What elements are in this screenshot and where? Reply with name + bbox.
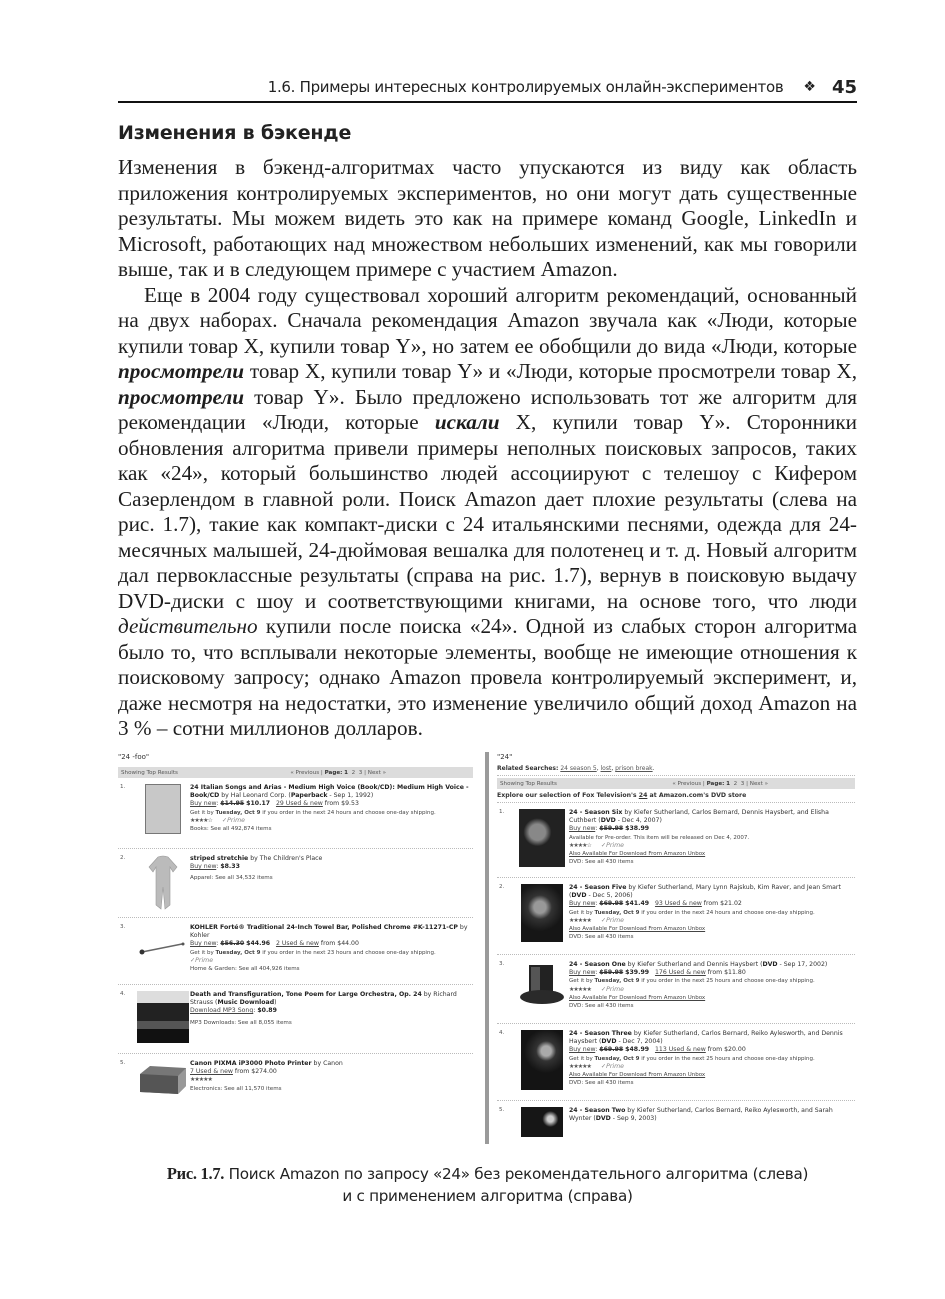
result-number: 2. [120,855,126,861]
used-from: from $21.02 [701,900,742,908]
used-from: from $20.00 [705,1046,746,1054]
result-number: 4. [120,991,126,997]
shipping-text: if you order in the next 23 hours and choose one-day shipping. [260,949,436,956]
page-3-link[interactable]: 3 [740,780,745,787]
next-link[interactable]: Next » [367,769,386,776]
buy-new-link[interactable]: Buy new [569,825,596,833]
results-bar [497,778,855,789]
used-new-link[interactable]: 2 Used & new [275,940,319,948]
shipping-date: Tuesday, Oct 9 [594,978,640,985]
shipping-text: if you order in the next 25 hours and choose one-day shipping. [639,978,815,985]
category-link[interactable]: MP3 Downloads: See all 8,055 items [190,1019,292,1026]
price: $38.99 [625,825,650,833]
buy-new-link[interactable]: Buy new [569,1046,596,1054]
related-link[interactable]: prison break [615,765,653,772]
paragraph-2 [118,283,857,742]
result-date: - Sep 17, 2002) [777,961,828,968]
result-format: DVD [601,1038,617,1046]
page-3-link[interactable]: 3 [358,769,363,776]
dvd-boxset-thumbnail[interactable] [515,961,569,1019]
result-date: - Dec 5, 2006) [586,892,633,900]
result-title-link[interactable]: 24 - Season Two [569,1107,626,1114]
figure-caption [118,1163,857,1207]
prev-link[interactable]: « Previous [672,780,702,787]
prime-badge-icon: ✓Prime [221,816,245,824]
used-new-link[interactable]: 7 Used & new [190,1068,233,1076]
text-run: купили после поиска «24». Одной из слабых сторон алгоритма было то, что всплывали некоторые элементы, вообще не имеющие отношения к поисковому запросу; однако Amazon провела контролируемый эксперимент, и, даже несмотря на недостатки, это изменение увеличило общий доход Amazon на 3 % – сотни миллионов долларов. [118,614,857,740]
category-link[interactable]: Apparel: See all 34,532 items [190,875,273,882]
caption-label: Рис. 1.7. [166,1164,225,1183]
used-new-link[interactable]: 113 Used & new [654,1046,706,1054]
list-price: $14.95 [220,800,245,808]
shipping-date: Tuesday, Oct 9 [215,809,261,816]
shipping-text: if you order in the next 25 hours and choose one-day shipping. [639,1055,815,1062]
used-from: from $44.00 [318,940,359,948]
star-rating-icon[interactable]: ★★★★★ [190,1076,212,1084]
result-date: - Sep 1, 1992) [327,792,374,800]
next-link[interactable]: Next » [749,780,768,787]
prime-badge-icon: ✓Prime [600,841,624,849]
result-item: 4. 24 - Season Three by Kiefer Sutherland, Carlos Bernard, Reiko Aylesworth, and Dennis Haysbert (DVD - Dec 7, 2004) Buy new: $69.98 $48.99 113 Used & new from $20.00 Get it by Tuesday, Oct 9 if you order in the next 25 hours and choose one-day shipping. ★★★★★ ✓Prime Also Available For Download From Amazon Unbox DVD: See all 430 items [497,1024,855,1101]
buy-new-link[interactable]: Buy new [190,863,217,871]
section-title: Изменения в бэкенде [118,122,352,144]
pager: « Previous | Page: 1 2 3 | Next » [672,780,768,787]
result-number: 4. [499,1030,505,1036]
body-text [118,155,857,742]
result-author: by Canon [311,1060,343,1067]
result-number: 1. [499,809,505,815]
emphasis-actually: действительно [118,614,258,638]
shipping-text: if you order in the next 24 hours and choose one-day shipping. [260,809,436,816]
text-run: Еще в 2004 году существовал хороший алгоритм рекомендаций, основанный на двух наборах. Сначала рекомендация Amazon звучала как «Люди, которые купили товар X, купили товар Y», но затем ее обобщили до вида «Люди, которые [118,282,857,358]
emphasis-viewed: просмотрели [118,359,245,383]
book-cover-thumbnail[interactable] [136,784,190,844]
results-bar [118,767,473,778]
result-item [118,1054,473,1112]
price: $10.17 [246,800,271,808]
category-link[interactable]: Home & Garden: See all 404,926 items [190,966,300,973]
paragraph-1: Изменения в бэкенд-алгоритмах часто упускаются из виду как область приложения контролируемых экспериментов, но они могут дать существенные результаты. Мы можем видеть это как на примере команд Google, LinkedIn и Microsoft, работающих над множеством небольших изменений, как мы говорили выше, так и в следующем примере с участием Amazon. [118,155,857,281]
shipping-text: Get it by [569,978,595,985]
result-number: 5. [499,1107,505,1113]
star-rating-icon[interactable]: ★★★★★ [569,985,591,993]
price: $41.49 [625,900,650,908]
result-author: by Hal Leonard Corp. ( [219,792,291,800]
result-number: 2. [499,884,505,890]
explore-24-link[interactable]: 24 [638,792,648,799]
result-date: - Dec 4, 2007) [615,817,662,825]
ornament-icon: ❖ [803,79,816,95]
result-format: Paperback [290,792,328,800]
page-1-link[interactable]: 1 [344,769,349,776]
used-new-link[interactable]: 176 Used & new [654,969,706,977]
search-query: "24 -foo" [118,753,150,761]
album-cover-thumbnail[interactable] [136,991,190,1049]
related-searches: Related Searches: 24 season 5, lost, prison break. [497,764,855,776]
result-title-link[interactable]: 24 - Season Five [569,884,627,891]
towel-bar-icon [138,924,188,964]
page-label: Page: [324,769,343,776]
pager: « Previous | Page: 1 2 3 | Next » [290,769,386,776]
explore-text: Explore our selection of Fox Television's [497,792,639,799]
result-number: 1. [120,784,126,790]
running-title: 1.6. Примеры интересных контролируемых онлайн-экспериментов [267,78,784,96]
result-item: 3. 24 - Season One by Kiefer Sutherland and Dennis Haysbert (DVD - Sep 17, 2002) Buy new: $59.98 $39.99 176 Used & new from $11.80 Get it by Tuesday, Oct 9 if you order in the next 25 hours and choose one-day shipping. ★★★★★ ✓Prime Also Available For Download From Amazon Unbox DVD: See all 430 items [497,955,855,1024]
result-author: by Richard Strauss ( [190,991,457,1007]
result-author: by The Children's Place [248,855,323,862]
result-author: by Kiefer Sutherland and Dennis Haysbert ( [625,961,763,968]
text-run: товар X, купили товар Y» и «Люди, которые просмотрели товар X, [244,359,857,383]
baby-stretchie-icon [146,855,180,911]
text-run: X, купили товар Y». Сторонники обновления алгоритма привели примеры неполных поисковых запросов, таких как «24», который большинство людей ассоциируют с телешоу с Кифером Сазерлендом в главной роли. Поиск Amazon дает плохие результаты (слева на рис. 1.7), такие как компакт-диски с 24 итальянскими песнями, одежда для 24-месячных малышей, 24-дюймовая вешалка для полотенец и т. д. Новый алгоритм дал первоклассные результаты (справа на рис. 1.7), вернув в поисковую выдачу DVD-диски с шоу и соответствующими книгами, на основе того, что люди [118,410,857,613]
used-from: from $9.53 [322,800,359,808]
apparel-thumbnail[interactable] [136,855,190,913]
price: $48.99 [625,1046,650,1054]
showing-label: Showing Top Results [500,780,557,787]
result-title-link[interactable]: striped stretchie [190,855,249,862]
printer-icon [136,1060,190,1098]
result-item: 2. 24 - Season Five by Kiefer Sutherland, Mary Lynn Rajskub, Kim Raver, and Jean Smart (DVD - Dec 5, 2006) Buy new: $69.98 $41.49 93 Used & new from $21.02 Get it by Tuesday, Oct 9 if you order in the next 24 hours and choose one-day shipping. ★★★★★ ✓Prime Also Available For Download From Amazon Unbox DVD: See all 430 items [497,878,855,955]
prime-badge-icon: ✓Prime [600,1062,624,1070]
result-number: 3. [120,924,126,930]
emphasis-searched: искали [434,410,500,434]
used-from: from $274.00 [232,1068,277,1076]
result-item [497,1101,855,1141]
showing-label: Showing Top Results [121,769,178,776]
figure-left-search-results [118,753,473,1143]
dvd-cover-thumbnail[interactable] [515,809,569,873]
prime-badge-icon: ✓Prime [190,956,214,964]
dvd-cover-thumbnail[interactable] [515,1107,569,1137]
shipping-text: Get it by [190,949,216,956]
shipping-text: Get it by [569,909,595,916]
emphasis-viewed: просмотрели [118,384,245,409]
list-price: $56.30 [220,940,245,948]
result-date: - Sep 9, 2003) [610,1115,657,1123]
list-price: $69.98 [599,1046,624,1054]
result-number: 5. [120,1060,126,1066]
text-run: товар Y». Было предложено использовать тот же алгоритм для рекомендации «Люди, которые [118,384,857,434]
price: $0.89 [257,1007,277,1015]
used-new-link[interactable]: 29 Used & new [275,800,323,808]
explore-banner [497,789,855,803]
result-title-link[interactable]: Canon PIXMA iP3000 Photo Printer [190,1060,312,1067]
used-new-link[interactable]: 93 Used & new [654,900,702,908]
result-item: 2. striped stretchie by The Children's Place Buy new: $8.33 Apparel: See all 34,532 items [118,849,473,918]
prime-badge-icon: ✓Prime [600,985,624,993]
result-author: by Kiefer Sutherland, Carlos Bernard, Reiko Aylesworth, and Dennis Haysbert ( [569,1030,843,1046]
running-header [118,74,857,100]
result-format: DVD [571,892,587,900]
buy-new-link[interactable]: Buy new [569,969,596,977]
result-date: ) [274,999,277,1007]
price: $44.96 [246,940,271,948]
shipping-text: Get it by [569,1055,595,1062]
unbox-link[interactable]: Also Available For Download From Amazon Unbox [569,926,706,933]
related-link[interactable]: 24 season 5 [560,765,597,772]
explore-text: at Amazon.com's DVD store [647,792,747,799]
shipping-text: Get it by [190,809,216,816]
list-price: $59.98 [599,969,624,977]
result-item: 3. KOHLER Forté® Traditional 24-Inch Towel Bar, Polished Chrome #K-11271-CP by Kohler Buy new: $56.30 $44.96 2 Used & new from $44.00 Get it by Tuesday, Oct 9 if you order in the next 23 hours and choose one-day shipping. ✓Prime Home & Garden: See all 404,926 items [118,918,473,985]
header-rule [118,101,857,103]
result-author: by Kohler [190,924,468,940]
list-price: $59.98 [599,825,624,833]
page-number: 45 [831,76,857,98]
result-item: 1. 24 Italian Songs and Arias - Medium High Voice (Book/CD): Medium High Voice - Book/CD by Hal Leonard Corp. (Paperback - Sep 1, 1992) Buy new: $14.95 $10.17 29 Used & new from $9.53 Get it by Tuesday, Oct 9 if you order in the next 24 hours and choose one-day shipping. ★★★★☆ ✓Prime Books: See all 492,874 items [118,778,473,849]
download-mp3-link[interactable]: Download MP3 Song [190,1007,254,1015]
star-rating-icon[interactable]: ★★★★★ [569,1062,591,1070]
result-title-link[interactable]: KOHLER Forté® Traditional 24-Inch Towel Bar, Polished Chrome #K-11271-CP [190,924,458,931]
page-label: Page: [706,780,725,787]
shipping-date: Tuesday, Oct 9 [594,909,640,916]
result-format: Music Download [217,999,275,1007]
result-author: by Kiefer Sutherland, Mary Lynn Rajskub, Kim Raver, and Jean Smart ( [569,884,841,900]
category-link[interactable]: DVD: See all 430 items [569,859,634,866]
dvd-boxset-icon [517,961,567,1007]
result-title-link[interactable]: Death and Transfiguration, Tone Poem for Large Orchestra, Op. 24 [190,991,422,998]
page-2-link[interactable]: 2 [351,769,356,776]
towel-bar-thumbnail[interactable] [136,924,190,980]
result-item: 1. 24 - Season Six by Kiefer Sutherland, Carlos Bernard, Dennis Haysbert, and Elisha Cuthbert (DVD - Dec 4, 2007) Buy new: $59.98 $38.99 Available for Pre-order. This item will be released on Dec 4, 2007. ★★★★☆ ✓Prime Also Available For Download From Amazon Unbox DVD: See all 430 items [497,803,855,878]
shipping-date: Tuesday, Oct 9 [594,1055,640,1062]
result-title-link[interactable]: 24 - Season Three [569,1030,632,1037]
result-format: DVD [762,961,778,968]
page-1-link[interactable]: 1 [726,780,731,787]
result-author: by Kiefer Sutherland, Carlos Bernard, Reiko Aylesworth, and Sarah Wynter ( [569,1107,833,1123]
related-link[interactable]: lost [600,765,612,772]
result-author: by Kiefer Sutherland, Carlos Bernard, Dennis Haysbert, and Elisha Cuthbert ( [569,809,829,825]
caption-line-2: и с применением алгоритма (справа) [342,1187,633,1205]
figure-divider [485,752,489,1144]
preorder-note: Available for Pre-order. This item will be released on Dec 4, 2007. [569,834,750,841]
figure-right-search-results [497,753,855,1143]
category-link[interactable]: Books: See all 492,874 items [190,826,272,833]
result-number: 3. [499,961,505,967]
prime-badge-icon: ✓Prime [600,916,624,924]
price: $39.99 [625,969,650,977]
result-item: 4. Death and Transfiguration, Tone Poem for Large Orchestra, Op. 24 by Richard Strauss (Music Download) Download MP3 Song: $0.89 MP3 Downloads: See all 8,055 items [118,985,473,1054]
result-format: DVD [595,1115,611,1123]
unbox-link[interactable]: Also Available For Download From Amazon Unbox [569,994,706,1001]
category-link[interactable]: DVD: See all 430 items [569,1080,634,1087]
prev-link[interactable]: « Previous [290,769,320,776]
star-rating-icon[interactable]: ★★★★☆ [569,841,591,849]
category-link[interactable]: DVD: See all 430 items [569,1003,634,1010]
unbox-link[interactable]: Also Available For Download From Amazon Unbox [569,851,706,858]
result-title-link[interactable]: 24 - Season One [569,961,626,968]
dvd-cover-thumbnail[interactable] [515,884,569,950]
used-from: from $11.80 [705,969,746,977]
star-rating-icon[interactable]: ★★★★☆ [190,816,212,824]
price: $8.33 [220,863,240,871]
related-label: Related Searches: [497,765,559,772]
result-title-link[interactable]: 24 Italian Songs and Arias - Medium High Voice (Book/CD): Medium High Voice - Book/CD [190,784,469,800]
category-link[interactable]: DVD: See all 430 items [569,934,634,941]
printer-thumbnail[interactable] [136,1060,190,1108]
dvd-cover-thumbnail[interactable] [515,1030,569,1096]
buy-new-link[interactable]: Buy new [190,800,217,808]
caption-line-1: Поиск Amazon по запросу «24» без рекомендательного алгоритма (слева) [224,1165,809,1183]
buy-new-link[interactable]: Buy new [190,940,217,948]
result-date: - Dec 7, 2004) [616,1038,663,1046]
result-format: DVD [600,817,616,825]
page-2-link[interactable]: 2 [733,780,738,787]
category-link[interactable]: Electronics: See all 11,570 items [190,1085,282,1092]
shipping-date: Tuesday, Oct 9 [215,949,261,956]
result-title-link[interactable]: 24 - Season Six [569,809,623,816]
star-rating-icon[interactable]: ★★★★★ [569,916,591,924]
buy-new-link[interactable]: Buy new [569,900,596,908]
unbox-link[interactable]: Also Available For Download From Amazon Unbox [569,1072,706,1079]
search-query: "24" [497,753,513,761]
shipping-text: if you order in the next 24 hours and choose one-day shipping. [639,909,815,916]
list-price: $69.98 [599,900,624,908]
